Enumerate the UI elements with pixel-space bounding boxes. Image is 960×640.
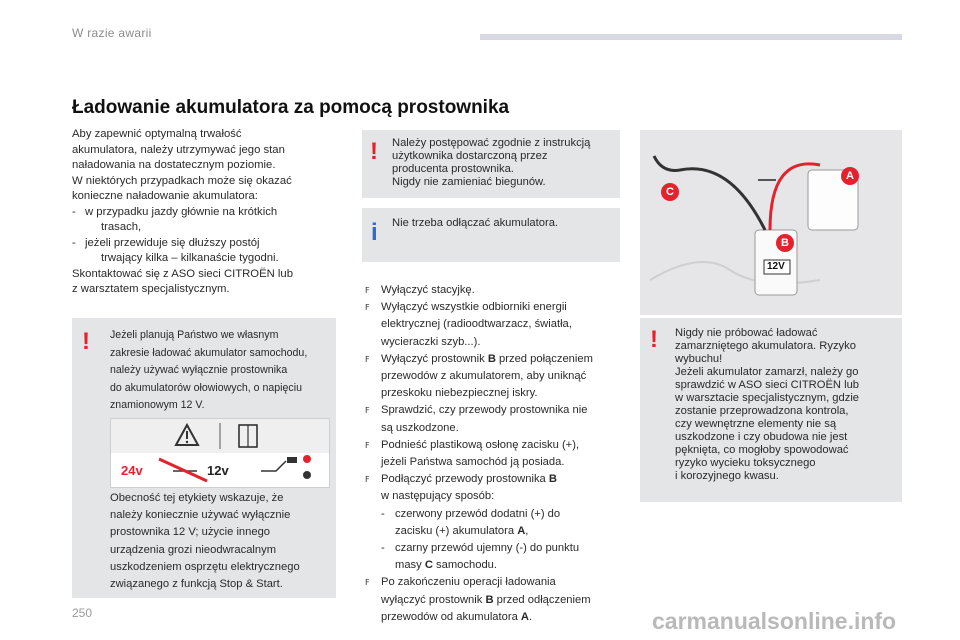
cable-icon — [261, 461, 286, 471]
procedure-steps: F Wyłączyć stacyjkę. F Wyłączyć wszystkie odbiorniki energii elektrycznej (radioodtwarzacz, światła, wycieraczki szyb...). F Wyłączyć prostownik B przed połączeniem przewodów z akumulatorem, aby uniknąć przeskoku niebezpiecznej iskry. F Sprawdzić, czy przewody prostownika nie są uszkodzone. F Podnieść plastikową osłonę zacisku (+), jeżeli Państwa samochód ją posiada. F Podłączyć przewody prostownika B w następujący sposób: - czerwony przewód dodatni (+) do zacisku (+) akumulatora A, - czarny przewód ujemny (-) do punktu masy C samochodu. F Po zakończeniu operacji ładowania wyłączyć prostownik B przed odłączeniem przewodów od akumulatora A. — [365, 282, 635, 626]
label-a: A — [846, 170, 854, 182]
intro-line: W niektórych przypadkach może się okazać — [72, 174, 292, 187]
intro-line: konieczne naładowanie akumulatora: — [72, 190, 258, 202]
intro-line: z warsztatem specjalistycznym. — [72, 283, 230, 295]
exclamation-dot-icon — [186, 441, 188, 443]
page-title: Ładowanie akumulatora za pomocą prostownika — [72, 97, 510, 118]
intro-bullet: - w przypadku jazdy głównie na krótkich — [72, 205, 278, 218]
info-icon: i — [371, 219, 378, 246]
step: F Wyłączyć stacyjkę. — [365, 284, 475, 296]
voltage-label: 12V — [767, 261, 785, 272]
label-b: B — [781, 237, 789, 249]
step: F Podnieść plastikową osłonę zacisku (+), — [365, 438, 580, 451]
info-box — [362, 208, 620, 262]
step: F Po zakończeniu operacji ładowania — [365, 576, 556, 589]
warning-icon: ! — [650, 326, 658, 353]
intro-bullet: - jeżeli przewiduje się dłuższy postój — [72, 236, 260, 249]
warning-charger-text: Jeżeli planują Państwo we własnym zakresie ładować akumulator samochodu, należy używać wyłącznie prostownika do akumulatorów ołowiowych, o napięciu znamionowym 12 V. — [110, 329, 308, 411]
info-text: Nie trzeba odłączać akumulatora. — [392, 217, 559, 229]
warning-polarity-box — [362, 130, 620, 198]
minus-terminal-icon — [303, 471, 311, 479]
warning-icon: ! — [370, 138, 378, 165]
label-c: C — [666, 186, 674, 198]
label-explanation: Obecność tej etykiety wskazuje, że należy koniecznie używać wyłącznie prostownika 12 V; użycie innego urządzenia grozi nieodwracalnym uszkodzeniem osprzętu elektrycznego związanego z funkcją Stop & Start. — [110, 492, 300, 591]
label-12v: 12v — [207, 463, 229, 478]
step: F Sprawdzić, czy przewody prostownika nie — [365, 404, 588, 417]
step: F Wyłączyć wszystkie odbiorniki energii — [365, 301, 567, 314]
section-label: W razie awarii — [72, 26, 152, 40]
engine-bay-drawing — [640, 130, 902, 315]
forbidden-slash-icon — [159, 459, 207, 481]
warning-polarity-text: Należy postępować zgodnie z instrukcją użytkownika dostarczoną przez producenta prostownika. Nigdy nie zamieniać biegunów. — [392, 137, 591, 188]
intro-bullet-cont: trwający kilka – kilkanaście tygodni. — [101, 252, 279, 264]
plus-terminal-icon — [303, 455, 311, 463]
intro-text — [72, 127, 332, 298]
charger-illustration — [640, 130, 902, 315]
header-bar — [480, 34, 902, 40]
intro-line: Aby zapewnić optymalną trwałość — [72, 128, 242, 140]
intro-bullet-cont: trasach, — [101, 221, 142, 233]
intro-line: Skontaktować się z ASO sieci CITROËN lub — [72, 267, 293, 280]
warning-frozen-text: Nigdy nie próbować ładować zamarzniętego akumulatora. Ryzyko wybuchu! Jeżeli akumulator zamarzł, należy go sprawdzić w ASO sieci CITROËN lub w warsztacie specjalistycznym, gdzie zostanie przeprowadzona kontrola, czy wewnętrzne elementy nie są uszkodzone i czy obudowa nie jest pęknięta, co mogłoby spowodować ryzyko wycieku toksycznego i korozyjnego kwasu. — [675, 327, 860, 482]
step: F Wyłączyć prostownik B przed połączeniem — [365, 352, 593, 365]
page-number: 250 — [72, 606, 93, 620]
warning-frozen-box — [640, 318, 902, 502]
warning-icon: ! — [82, 328, 90, 355]
charger-label-image — [110, 418, 330, 488]
step: F Podłączyć przewody prostownika B — [365, 473, 557, 486]
intro-line: akumulatora, należy utrzymywać jego stan — [72, 143, 285, 156]
label-24v: 24v — [121, 463, 143, 478]
watermark: carmanualsonline.info — [652, 608, 897, 634]
clamp-icon — [287, 457, 297, 463]
intro-line: naładowania na dostatecznym poziomie. — [72, 159, 276, 171]
